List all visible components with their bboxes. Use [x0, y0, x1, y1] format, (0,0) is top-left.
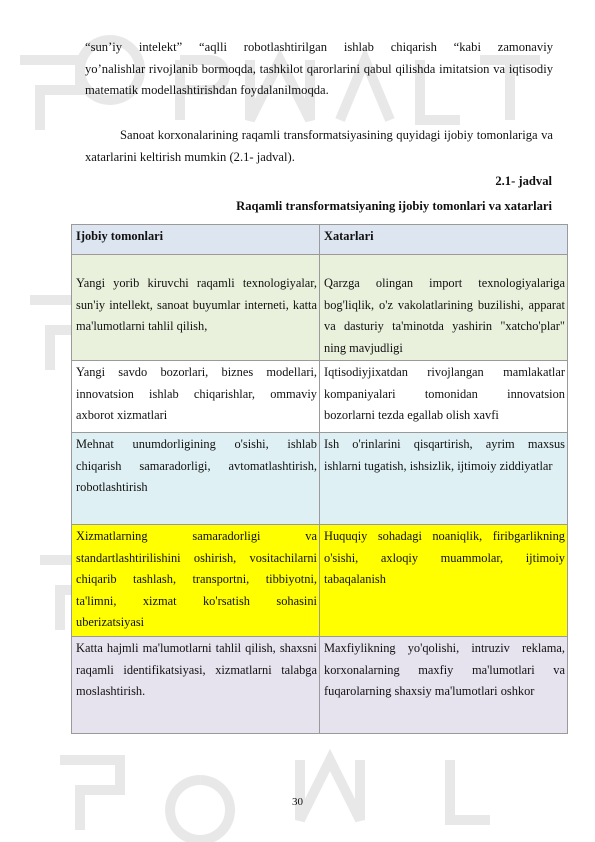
table-cell-advantage: Xizmatlarning samaradorligi va standartlashtirilishini oshirish, vositachilarni chiqarib tashlash, transportni, tibbiyotni, ta'limni, xizmat ko'rsatish sohasini uberizatsiyasi	[72, 525, 320, 637]
intro-paragraph-line1: “sun’iy intelekt” “aqlli robotlashtirilgan ishlab chiqarish “kabi zamonaviy	[85, 40, 553, 54]
table-row	[72, 433, 568, 525]
table-row	[72, 525, 568, 637]
cell-text: Yangi yorib kiruvchi raqamli texnologiyalar, sun'iy intellekt, sanoat buyumlar interneti, katta ma'lumotlarni tahlil qilish,	[76, 276, 317, 333]
table-cell-advantage: Yangi savdo bozorlari, biznes modellari, innovatsion ishlab chiqarishlar, ommaviy axborot xizmatlari	[72, 361, 320, 433]
table-number: 2.1- jadval	[495, 174, 552, 188]
table-cell-risk: Iqtisodiyjixatdan rivojlangan mamlakatlar kompaniyalari tomonidan innovatsion bozorlarni tezda egallab olish xavfi	[320, 361, 568, 433]
cell-text: Qarzga olingan import texnologiyalariga bog'liqlik, o'z vakolatlarining buzilishi, apparat va dasturiy ta'minotda yashirin "xatcho'plar" ning mavjudligi	[324, 276, 565, 355]
header-risks: Xatarlari	[320, 225, 568, 255]
page-number: 30	[292, 796, 303, 808]
table-header-row	[72, 225, 568, 255]
advantages-risks-table	[71, 224, 568, 734]
table-title: Raqamli transformatsiyaning ijobiy tomonlari va xatarlari	[236, 199, 552, 213]
table-row	[72, 255, 568, 361]
table-cell-advantage	[72, 255, 320, 361]
intro-paragraph-rest: yo’nalishlar rivojlanib bormoqda, tashkilot qarorlarini qabul qilishda imitatsion va iqtisodiy matematik modellashtirishdan foydalanilmoqda.	[85, 61, 553, 97]
intro-paragraph	[85, 37, 553, 102]
header-advantages: Ijobiy tomonlari	[72, 225, 320, 255]
table-cell-advantage: Mehnat unumdorligining o'sishi, ishlab chiqarish samaradorligi, avtomatlashtirish, robotlashtirish	[72, 433, 320, 525]
table-cell-advantage: Katta hajmli ma'lumotlarni tahlil qilish, shaxsni raqamli identifikatsiyasi, xizmatlarni talabga moslashtirish.	[72, 637, 320, 734]
table-cell-risk: Maxfiylikning yo'qolishi, intruziv reklama, korxonalarning maxfiy ma'lumotlari va fuqarolarning shaxsiy ma'lumotlari oshkor	[320, 637, 568, 734]
table-cell-risk	[320, 255, 568, 361]
lead-paragraph: Sanoat korxonalarining raqamli transformatsiyasining quyidagi ijobiy tomonlariga va xatarlarini keltirish mumkin (2.1- jadval).	[85, 128, 553, 164]
table-cell-risk: Huquqiy sohadagi noaniqlik, firibgarlikning o'sishi, axloqiy muammolar, ijtimoiy tabaqalanish	[320, 525, 568, 637]
table-cell-risk: Ish o'rinlarini qisqartirish, ayrim maxsus ishlarni tugatish, ishsizlik, ijtimoiy ziddiyatlar	[320, 433, 568, 525]
table-row	[72, 637, 568, 734]
table-row	[72, 361, 568, 433]
